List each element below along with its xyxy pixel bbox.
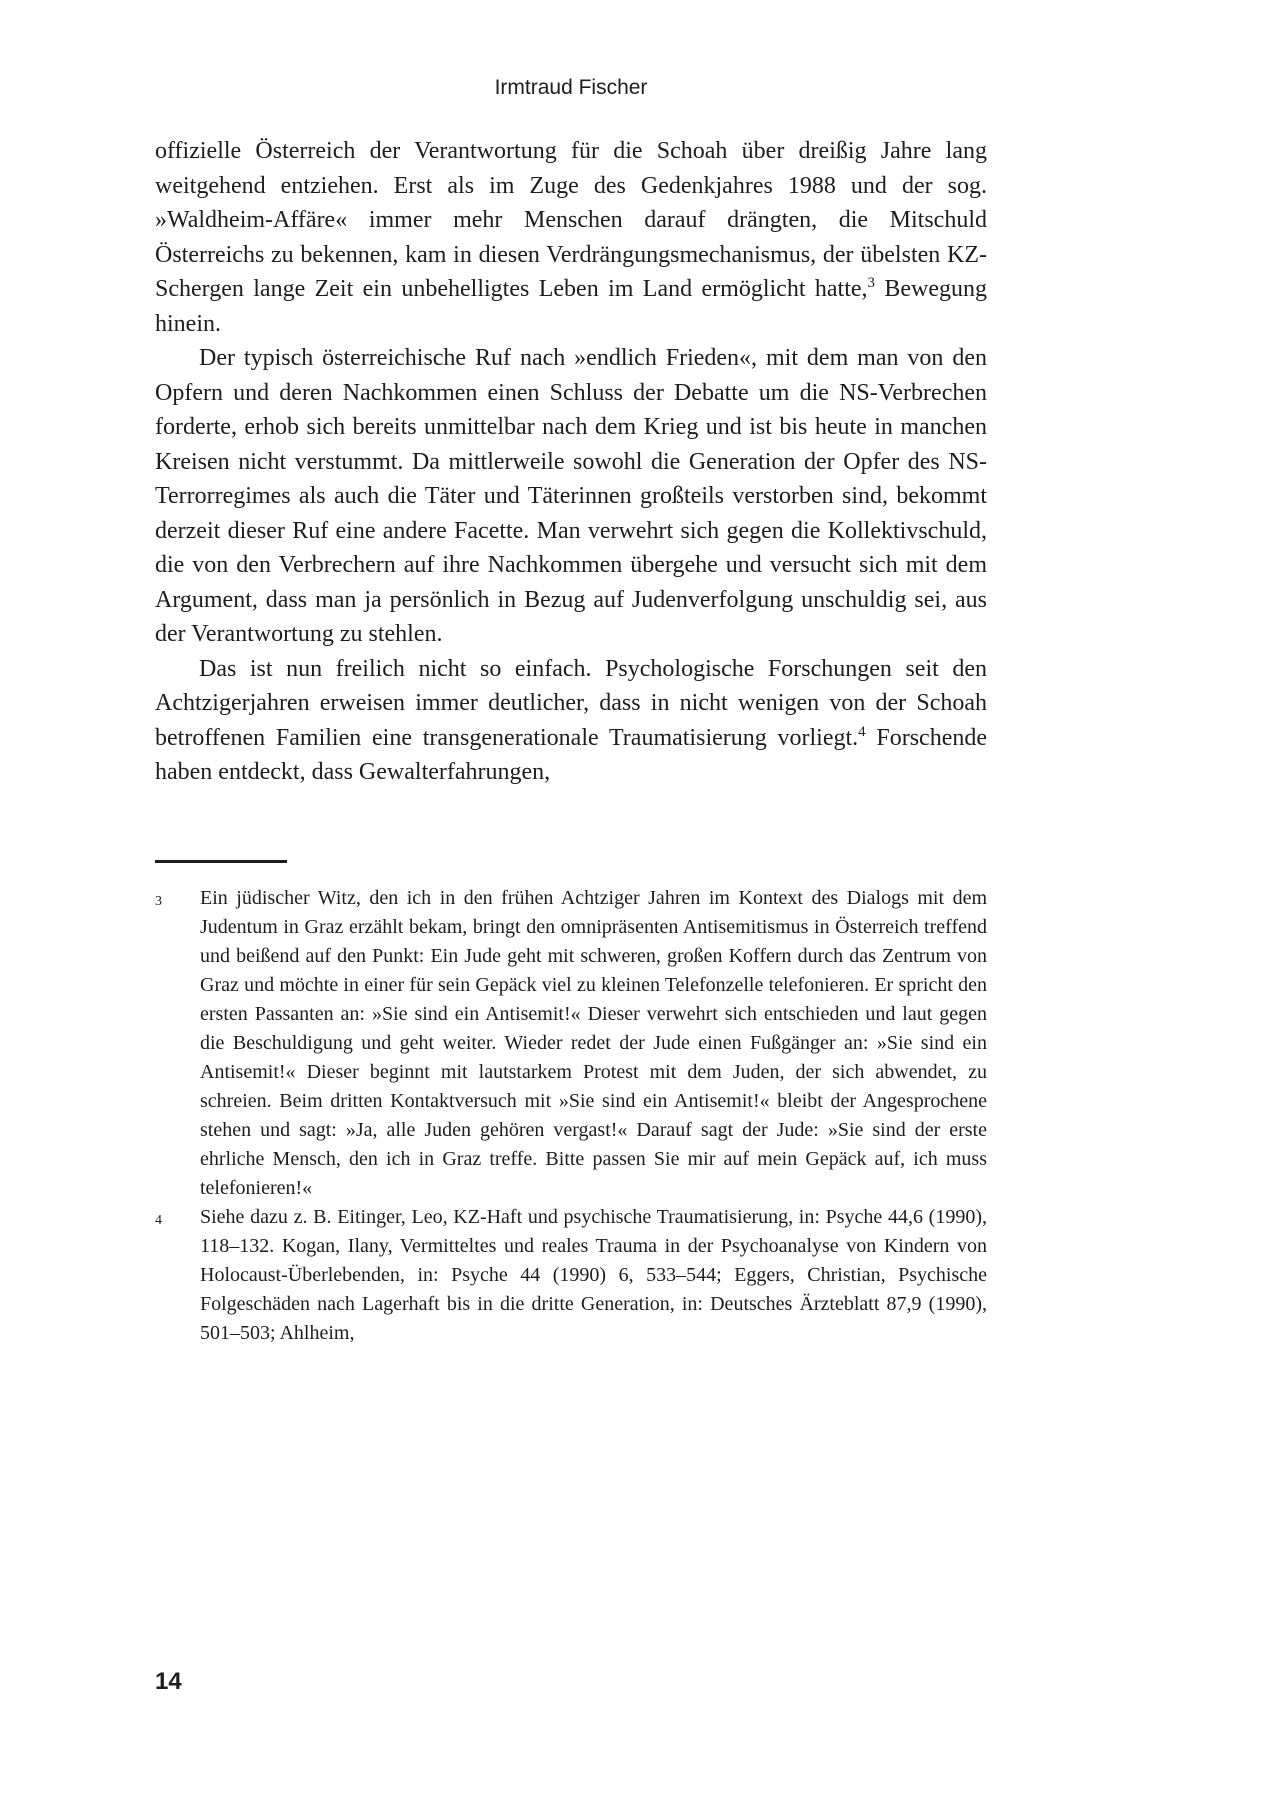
paragraph: Das ist nun freilich nicht so einfach. Psychologische Forschungen seit den Achtzigerjahren erweisen immer deutlicher, dass in nicht wenigen von der Schoah betroffenen Familien eine transgenerationale Traumatisierung vorliegt.$^4$ Forschende haben entdeckt, dass Gewalterfahrungen, [155, 655, 988, 785]
footnote [155, 884, 987, 1203]
footnotes [155, 884, 987, 1348]
footnote-ref: 4 [858, 723, 866, 740]
body-text [155, 134, 987, 790]
footnote-number: 3 [155, 894, 162, 909]
page-number: 14 [155, 1668, 182, 1695]
footnote-separator-rule [155, 860, 287, 863]
footnote-text: Siehe dazu z. B. Eitinger, Leo, KZ-Haft und psychische Traumatisierung, in: Psyche 44,6 (1990), 118–132. Kogan, Ilany, Vermitteltes und reales Trauma in der Psychoanalyse von Kindern von Holocaust-Überlebenden, in: Psyche 44 (1990) 6, 533–544; Eggers, Christian, Psychische Folgeschäden nach Lagerhaft bis in die dritte Generation, in: Deutsches Ärzteblatt 87,9 (1990), 501–503; Ahlheim, [200, 1206, 987, 1344]
running-header: Irmtraud Fischer [494, 76, 648, 99]
footnote [155, 1203, 987, 1348]
footnote-number: 4 [155, 1213, 162, 1228]
footnote-text: Ein jüdischer Witz, den ich in den frühen Achtziger Jahren im Kontext des Dialogs mit dem Judentum in Graz erzählt bekam, bringt den omnipräsenten Antisemitismus in Österreich treffend und beißend auf den Punkt: Ein Jude geht mit schweren, großen Koffern durch das Zentrum von Graz und möchte in einer für sein Gepäck viel zu kleinen Telefonzelle telefonieren. Er spricht den ersten Passanten an: »Sie sind ein Antisemit!« Dieser verwehrt sich entschieden und laut gegen die Beschuldigung und geht weiter. Wieder redet der Jude einen Fußgänger an: »Sie sind ein Antisemit!« Dieser beginnt mit lautstarkem Protest mit dem Juden, der sich abwendet, zu schreien. Beim dritten Kontaktversuch mit »Sie sind ein Antisemit!« bleibt der Angesprochene stehen und sagt: »Ja, alle Juden gehören vergast!« Darauf sagt der Jude: »Sie sind der erste ehrliche Mensch, den ich in Graz treffe. Bitte passen Sie mir auf mein Gepäck auf, ich muss telefonieren!« [200, 887, 987, 1199]
footnote-ref: 3 [867, 275, 875, 291]
paragraph: Der typisch österreichische Ruf nach »endlich Frieden«, mit dem man von den Opfern und deren Nachkommen einen Schluss der Debatte um die NS-Verbrechen forderte, erhob sich bereits unmittelbar nach dem Krieg und ist bis heute in manchen Kreisen nicht verstummt. Da mittlerweile sowohl die Generation der Opfer des NS-Terrorregimes als auch die Täter und Täterinnen großteils verstorben sind, bekommt derzeit dieser Ruf eine andere Facette. Man verwehrt sich gegen die Kollektivschuld, die von den Verbrechern auf ihre Nachkommen übergehe und versucht sich mit dem Argument, dass man ja persönlich in Bezug auf Judenverfolgung unschuldig sei, aus der Verantwortung zu stehlen. [155, 345, 987, 647]
paragraph: offizielle Österreich der Verantwortung für die Schoah über dreißig Jahre lang weitgehend entziehen. Erst als im Zuge des Gedenkjahres 1988 und der sog. »Waldheim-Affäre« immer mehr Menschen darauf drängten, die Mitschuld Österreichs zu bekennen, kam in diesen Verdrängungsmechanismus, der übelsten KZ-Schergen lange Zeit ein unbehelligtes Leben im Land ermöglicht hatte,$^3$ Bewegung hinein. [155, 138, 987, 337]
